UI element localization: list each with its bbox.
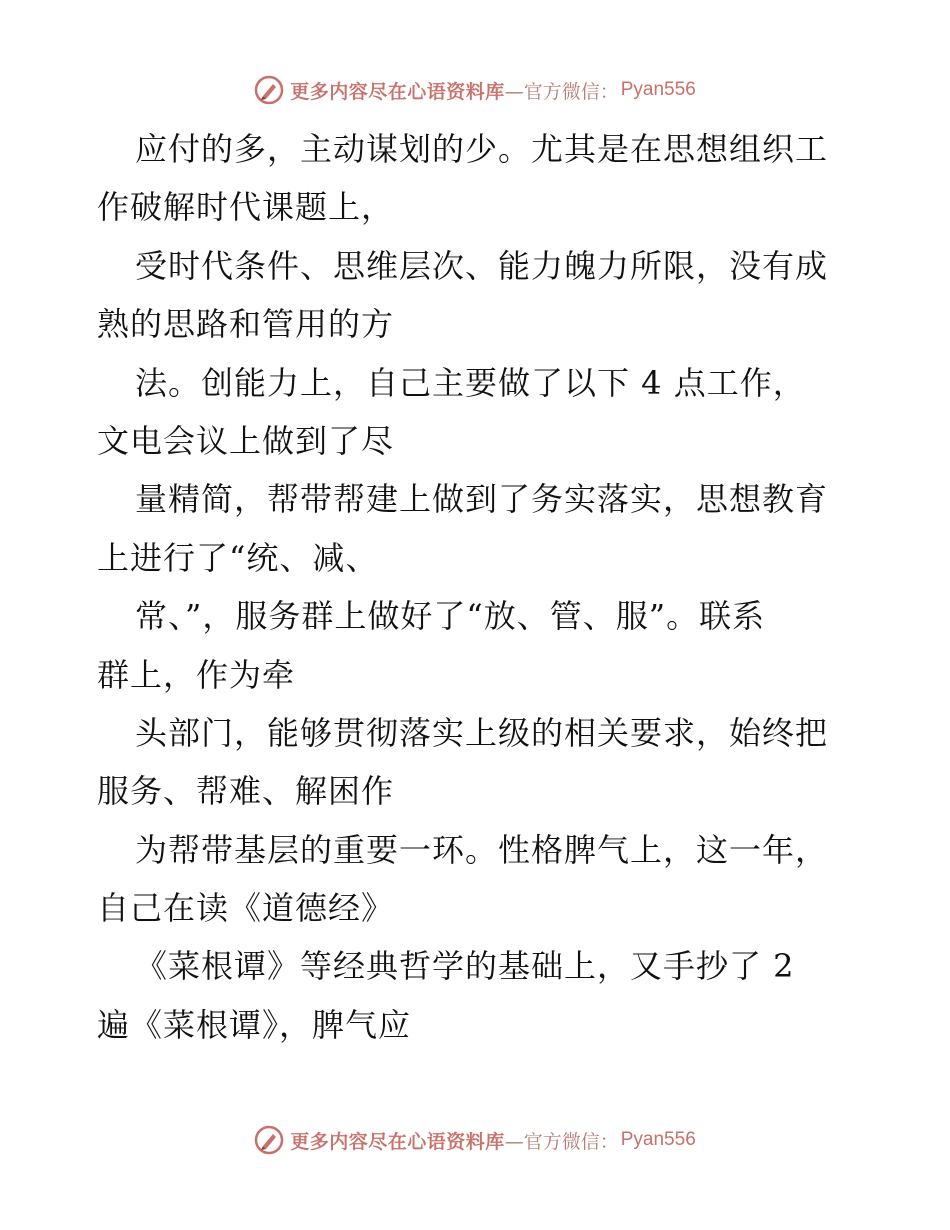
document-body xyxy=(97,120,857,1054)
footer-banner xyxy=(0,1120,950,1160)
text-line: 受时代条件、思维层次、能力魄力所限，没有成 xyxy=(135,246,829,285)
text-line: 头部门，能够贯彻落实上级的相关要求，始终把 xyxy=(135,713,829,752)
text-line: 自己在读《道德经》 xyxy=(97,889,395,928)
text-line: 法。创能力上，自己主要做了以下 4 点工作， xyxy=(135,363,806,402)
text-line: 《菜根谭》等经典哲学的基础上，又手抄了 2 xyxy=(135,947,795,986)
text-line: 熟的思路和管用的方 xyxy=(97,305,395,344)
text-line: 遍《菜根谭》，脾气应 xyxy=(97,1005,412,1044)
pen-logo-icon xyxy=(254,75,284,105)
text-line: 常、”，服务群上做好了“放、管、服”。联系 xyxy=(135,597,766,636)
text-line: 作破解时代课题上， xyxy=(97,188,395,227)
text-line: 文电会议上做到了尽 xyxy=(97,421,395,460)
text-line: 群上，作为牵 xyxy=(97,655,296,694)
text-line: 服务、帮难、解困作 xyxy=(97,772,395,811)
pen-logo-icon xyxy=(254,1125,284,1155)
banner-wechat-id: Pyan556 xyxy=(620,79,696,100)
banner-wechat-id: Pyan556 xyxy=(620,1129,696,1150)
text-line: 上进行了“统、减、 xyxy=(97,538,379,577)
text-line: 为帮带基层的重要一环。性格脾气上，这一年， xyxy=(135,830,829,869)
header-banner xyxy=(0,70,950,110)
banner-title: 更多内容尽在心语资料库 xyxy=(290,80,505,103)
banner-title: 更多内容尽在心语资料库 xyxy=(290,1130,505,1153)
text-line: 量精简，帮带帮建上做到了务实落实，思想教育 xyxy=(135,480,829,519)
text-line: 应付的多，主动谋划的少。尤其是在思想组织工 xyxy=(135,130,829,168)
banner-separator: —官方微信： xyxy=(504,80,619,103)
banner-separator: —官方微信： xyxy=(504,1130,619,1153)
